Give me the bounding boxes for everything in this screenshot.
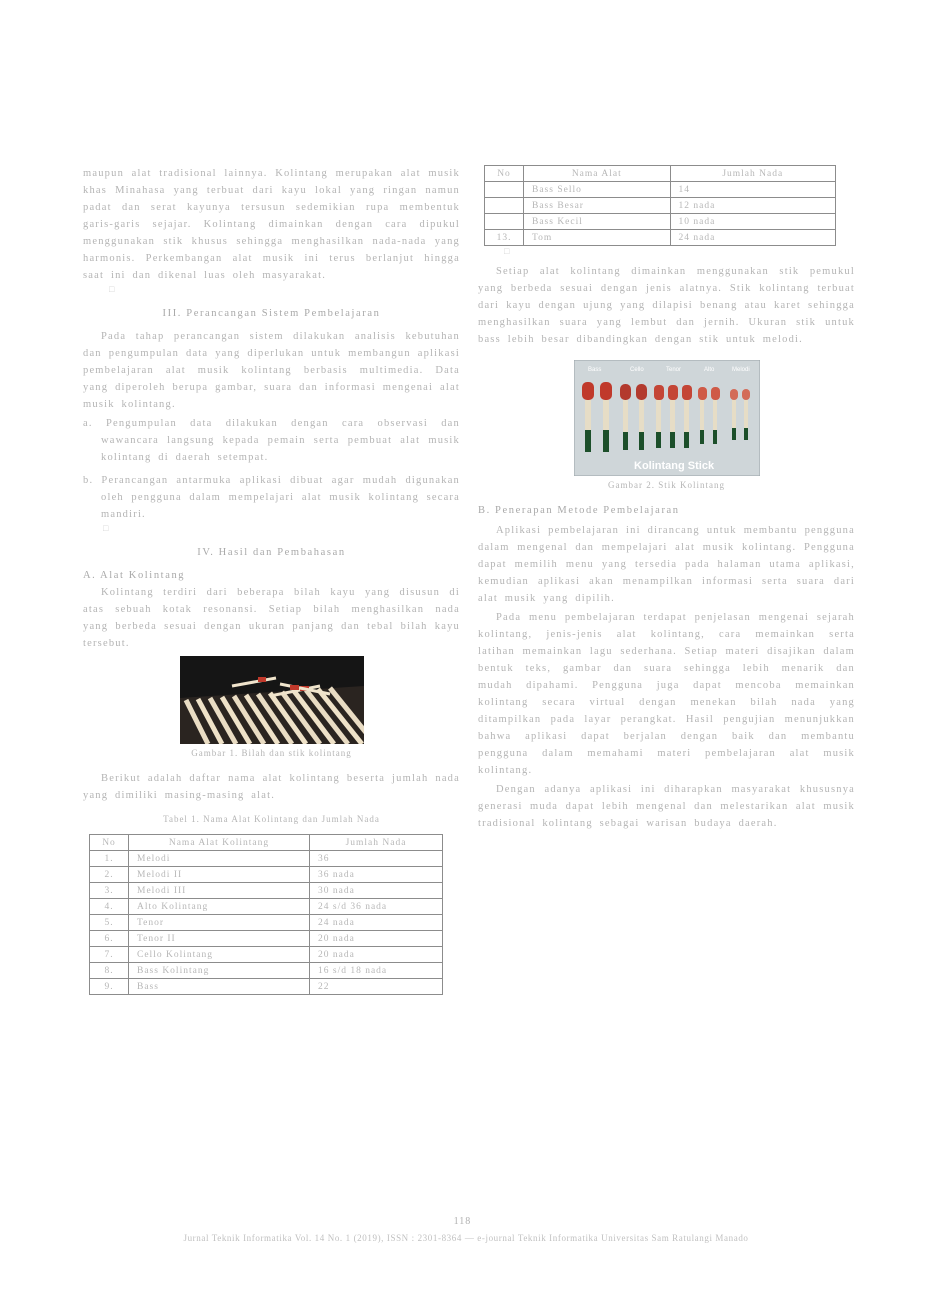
table-cell: 24 nada — [670, 230, 835, 246]
table-cell: 24 nada — [310, 915, 443, 931]
subheading-penerapan: B. Penerapan Metode Pembelajaran — [478, 505, 680, 516]
table-cell: 6. — [90, 931, 129, 947]
table-row — [90, 867, 443, 883]
table-cell: Tenor — [129, 915, 310, 931]
table-cell — [485, 182, 524, 198]
stik-paragraph: Setiap alat kolintang dimainkan menggunakan stik pemukul yang berbeda sesuai dengan jenis alatnya. Stik kolintang terbuat dari kayu dengan ujung yang dilapisi benang atau karet sehingga menghasilkan suara yang lembut dan jernih. Ukuran stik untuk bass lebih besar dibandingkan dengan stik untuk melodi. — [478, 266, 855, 345]
table-cell: Melodi III — [129, 883, 310, 899]
table-header-row — [90, 835, 443, 851]
table-row — [90, 899, 443, 915]
table-row — [90, 947, 443, 963]
kolintang-bars-image — [180, 656, 364, 744]
table-row — [90, 979, 443, 995]
table-header-row — [485, 166, 836, 182]
figure-2-caption: Gambar 2. Stik Kolintang — [608, 480, 725, 490]
page-number: 118 — [453, 1216, 472, 1227]
table-cell: Alto Kolintang — [129, 899, 310, 915]
table-cell: Bass Kolintang — [129, 963, 310, 979]
table-cell: Bass Kecil — [524, 214, 671, 230]
table-cell: 20 nada — [310, 947, 443, 963]
table-row — [485, 198, 836, 214]
table-row — [90, 931, 443, 947]
table-header-cell: No — [485, 166, 524, 182]
table-cell: 7. — [90, 947, 129, 963]
table-cell: Tom — [524, 230, 671, 246]
empty-line-marker: □ — [103, 523, 109, 533]
table-cell: Tenor II — [129, 931, 310, 947]
subheading-alat-kolintang: A. Alat Kolintang — [83, 570, 186, 581]
table-row — [90, 883, 443, 899]
table-header-cell: Jumlah Nada — [310, 835, 443, 851]
stick-label-bass: Bass — [587, 367, 601, 373]
table-cell: 30 nada — [310, 883, 443, 899]
stick-label-cello: Cello — [629, 367, 644, 373]
figure-kolintang-sticks — [574, 360, 760, 476]
left-column — [83, 165, 460, 995]
table-cell: 36 — [310, 851, 443, 867]
table-cell: 36 nada — [310, 867, 443, 883]
penerapan-paragraph-3: Dengan adanya aplikasi ini diharapkan masyarakat khususnya generasi muda dapat lebih mengenal dan melestarikan alat musik tradisional kolintang sebagai warisan budaya daerah. — [478, 784, 855, 829]
table-cell: 3. — [90, 883, 129, 899]
table-cell: 10 nada — [670, 214, 835, 230]
intro-paragraph: maupun alat tradisional lainnya. Kolintang merupakan alat musik khas Minahasa yang terbuat dari kayu lokal yang ringan namun padat dan serat kayunya tersusun sedemikian rupa membentuk garis-garis sejajar. Kolintang dimainkan dengan cara dipukul menggunakan stik khusus sehingga menghasilkan nada-nada yang harmonis. Perkembangan alat musik ini terus berlanjut hingga saat ini dan dikenal luas oleh masyarakat. — [83, 168, 460, 281]
table-header-cell: Nama Alat Kolintang — [129, 835, 310, 851]
table-row — [90, 963, 443, 979]
table-cell: Bass Sello — [524, 182, 671, 198]
table-cell: 8. — [90, 963, 129, 979]
stick-label-melodi: Melodi — [731, 367, 750, 373]
alat-paragraph: Kolintang terdiri dari beberapa bilah kayu yang disusun di atas sebuah kotak resonansi. Setiap bilah menghasilkan nada yang berbeda sesuai dengan ukuran panjang dan tebal bilah kayu tersebut. — [83, 587, 460, 649]
table-1 — [89, 834, 443, 995]
table-cell — [485, 214, 524, 230]
empty-line-marker: □ — [109, 284, 115, 294]
table-header-cell: No — [90, 835, 129, 851]
table-cell — [485, 198, 524, 214]
section-heading-perancangan: III. Perancangan Sistem Pembelajaran — [162, 308, 381, 319]
table-cell: 22 — [310, 979, 443, 995]
table-row — [90, 915, 443, 931]
table-cell: Bass Besar — [524, 198, 671, 214]
penerapan-paragraph-1: Aplikasi pembelajaran ini dirancang untuk membantu pengguna dalam mengenal dan mempelajari alat musik kolintang. Pengguna dapat memilih menu yang tersedia pada halaman utama aplikasi, kemudian aplikasi akan menampilkan informasi serta suara dari alat musik yang dipilih. — [478, 525, 855, 604]
table-cell: 13. — [485, 230, 524, 246]
table-cell: Bass — [129, 979, 310, 995]
penerapan-paragraph-2: Pada menu pembelajaran terdapat penjelasan mengenai sejarah kolintang, jenis-jenis alat kolintang, cara memainkan serta latihan memainkan lagu sederhana. Setiap materi disajikan dalam bentuk teks, gambar dan suara sehingga lebih menarik dan mudah dipahami. Pengguna juga dapat mencoba memainkan kolintang secara virtual dengan menekan bilah nada yang ditampilkan pada layar perangkat. Hasil pengujian menunjukkan bahwa aplikasi dapat berjalan dengan baik dan membantu pengguna dalam memahami materi pembelajaran alat musik kolintang. — [478, 612, 855, 776]
list-item-b: b. Perancangan antarmuka aplikasi dibuat agar mudah digunakan oleh pengguna dalam mempelajari alat musik kolintang secara mandiri. — [83, 475, 460, 520]
kolintang-sticks-image — [574, 360, 760, 476]
tabel-intro-paragraph: Berikut adalah daftar nama alat kolintang beserta jumlah nada yang dimiliki masing-masing alat. — [83, 773, 460, 801]
table-cell: Melodi II — [129, 867, 310, 883]
table-cell: 9. — [90, 979, 129, 995]
table-cell: 16 s/d 18 nada — [310, 963, 443, 979]
figure-kolintang-bars — [180, 656, 364, 744]
table-row — [90, 851, 443, 867]
table-cell: Cello Kolintang — [129, 947, 310, 963]
table-cell: 12 nada — [670, 198, 835, 214]
table-cell: 1. — [90, 851, 129, 867]
stick-label-alto: Alto — [703, 367, 714, 373]
table-cell: 5. — [90, 915, 129, 931]
table-cell: 20 nada — [310, 931, 443, 947]
figure-1-caption: Gambar 1. Bilah dan stik kolintang — [191, 748, 352, 758]
method-paragraph: Pada tahap perancangan sistem dilakukan analisis kebutuhan dan pengumpulan data yang diperlukan untuk membangun aplikasi pembelajaran alat musik kolintang berbasis multimedia. Data yang diperoleh berupa gambar, suara dan informasi mengenai alat musik kolintang. — [83, 331, 460, 410]
table-row — [485, 230, 836, 246]
list-item-a: a. Pengumpulan data dilakukan dengan cara observasi dan wawancara langsung kepada pemain serta pembuat alat musik kolintang di daerah setempat. — [83, 418, 460, 463]
empty-line-marker: □ — [504, 246, 510, 256]
table-header-cell: Jumlah Nada — [670, 166, 835, 182]
table-row — [485, 182, 836, 198]
journal-footer: Jurnal Teknik Informatika Vol. 14 No. 1 (2019), ISSN : 2301-8364 — e-journal Teknik Informatika Universitas Sam Ratulangi Manado — [183, 1233, 749, 1243]
table-cell: Melodi — [129, 851, 310, 867]
figure-title-kolintang-stick: Kolintang Stick — [633, 460, 714, 472]
table-cell: 2. — [90, 867, 129, 883]
table-1-caption: Tabel 1. Nama Alat Kolintang dan Jumlah Nada — [163, 814, 380, 824]
table-1-continued — [484, 165, 836, 246]
table-cell: 24 s/d 36 nada — [310, 899, 443, 915]
stick-label-tenor: Tenor — [665, 367, 681, 373]
section-heading-hasil: IV. Hasil dan Pembahasan — [197, 547, 346, 558]
table-cell: 14 — [670, 182, 835, 198]
table-header-cell: Nama Alat — [524, 166, 671, 182]
table-row — [485, 214, 836, 230]
right-column — [478, 165, 855, 832]
table-cell: 4. — [90, 899, 129, 915]
